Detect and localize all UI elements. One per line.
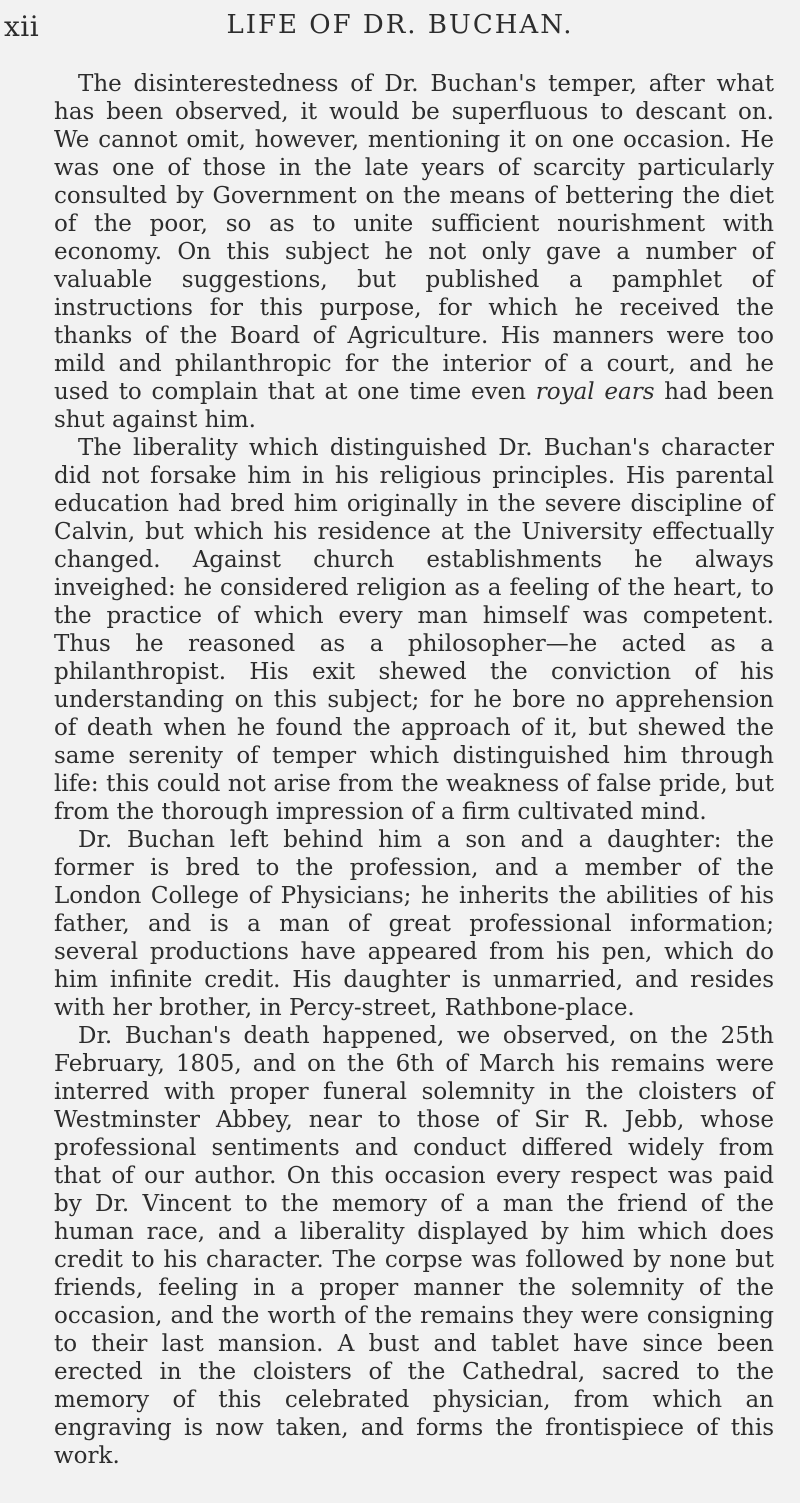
body-text <box>54 70 774 1470</box>
paragraph-3: Dr. Buchan left behind him a son and a daughter: the former is bred to the profession, and a member of the London College of Physicians; he inherits the abilities of his father, and is a man of great professional information; several productions have appeared from his pen, which do him infinite credit. His daughter is unmarried, and resides with her brother, in Percy-street, Rathbone-place. <box>54 827 774 1021</box>
page-header <box>0 10 800 50</box>
paragraph-1-text: The disinterestedness of Dr. Buchan's temper, after what has been observed, it would be superfluous to descant on. We cannot omit, however, mentioning it on one occasion. He was one of those in the late years of scarcity particularly consulted by Government on the means of bettering the diet of the poor, so as to unite sufficient nourishment with economy. On this subject he not only gave a number of valuable suggestions, but published a pamphlet of instructions for this purpose, for which he received the thanks of the Board of Agriculture. His manners were too mild and philanthropic for the interior of a court, and he used to complain that at one time even <box>54 71 774 405</box>
royal-ears-emphasis: royal ears <box>535 379 655 405</box>
paragraph-2: The liberality which distinguished Dr. Buchan's character did not forsake him in his religious principles. His parental education had bred him originally in the severe discipline of Calvin, but which his residence at the University effectually changed. Against church establishments he always inveighed: he considered religion as a feeling of the heart, to the practice of which every man himself was competent. Thus he reasoned as a philosopher—he acted as a philanthropist. His exit shewed the conviction of his understanding on this subject; for he bore no apprehension of death when he found the approach of it, but shewed the same serenity of temper which distinguished him through life: this could not arise from the weakness of false pride, but from the thorough impression of a firm cultivated mind. <box>54 435 774 825</box>
page-number: xii <box>4 10 40 43</box>
paragraph-4: Dr. Buchan's death happened, we observed, on the 25th February, 1805, and on the 6th of March his remains were interred with proper funeral solemnity in the cloisters of Westminster Abbey, near to those of Sir R. Jebb, whose professional sentiments and conduct differed widely from that of our author. On this occasion every respect was paid by Dr. Vincent to the memory of a man the friend of the human race, and a liberality displayed by him which does credit to his character. The corpse was followed by none but friends, feeling in a proper manner the solemnity of the occasion, and the worth of the remains they were consigning to their last mansion. A bust and tablet have since been erected in the cloisters of the Cathedral, sacred to the memory of this celebrated physician, from which an engraving is now taken, and forms the frontispiece of this work. <box>54 1023 774 1469</box>
paragraph-1 <box>54 70 774 434</box>
running-head: LIFE OF DR. BUCHAN. <box>226 10 574 40</box>
paragraph-1-ending: had been shut against him. <box>54 379 774 433</box>
